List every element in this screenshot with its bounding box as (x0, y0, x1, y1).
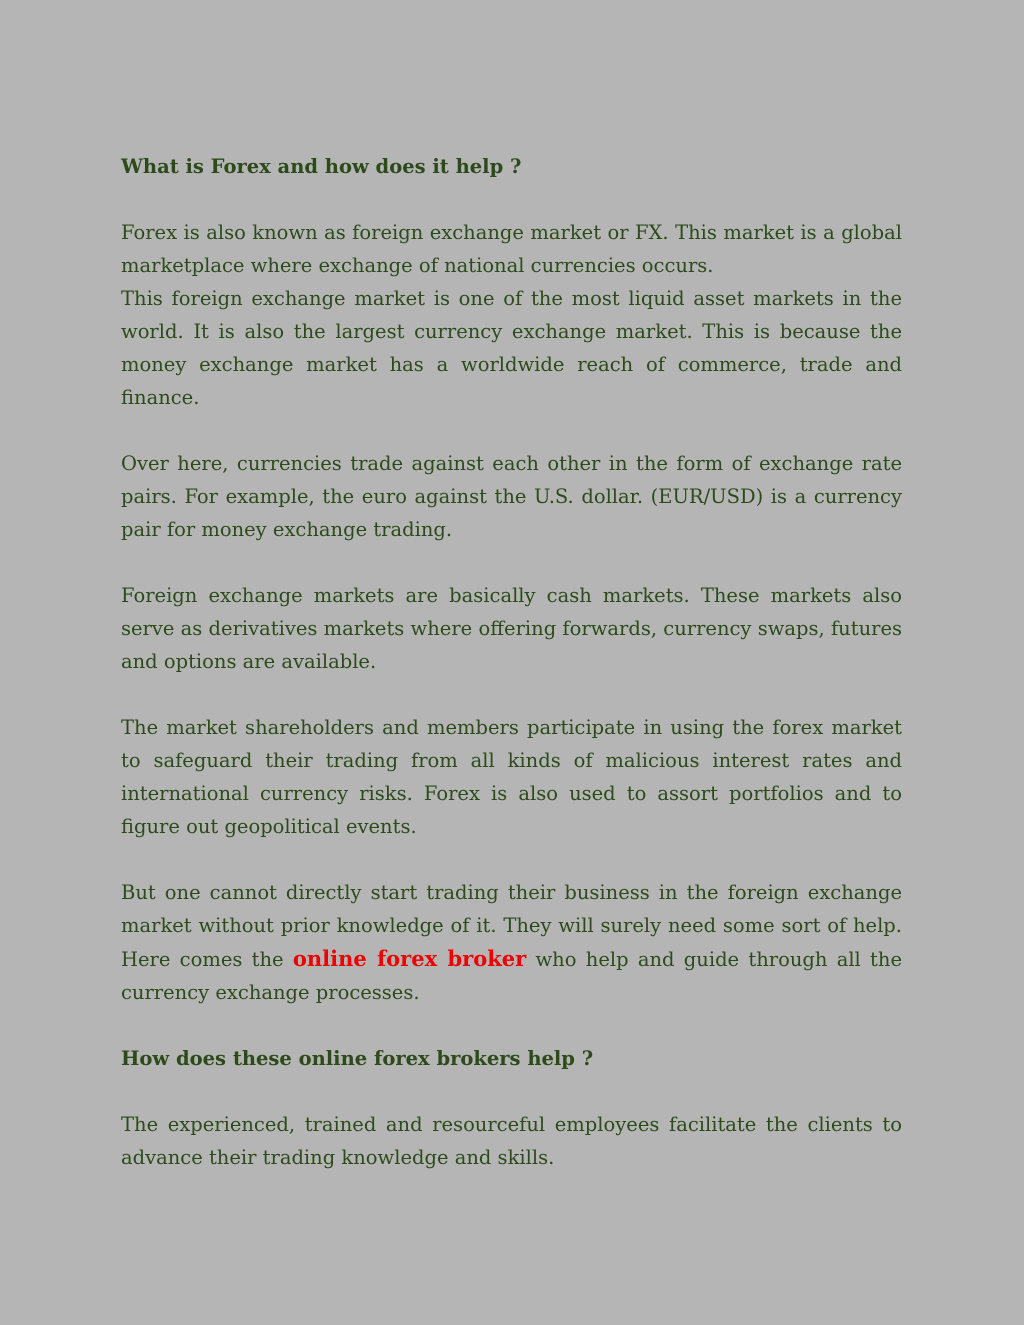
paragraph-liquid-market: This foreign exchange market is one of the most liquid asset markets in the world. It is also the largest currency exchange market. This is because the money exchange market has a worldwide reach of commerce, trade and finance. (121, 287, 902, 409)
spacer (121, 183, 902, 216)
spacer (121, 678, 902, 711)
paragraph-employees: The experienced, trained and resourceful employees facilitate the clients to advance their trading knowledge and skills. (121, 1113, 902, 1169)
paragraph-currency-pairs: Over here, currencies trade against each other in the form of exchange rate pairs. For example, the euro against the U.S. dollar. (EUR/USD) is a currency pair for money exchange trading. (121, 452, 902, 541)
spacer (121, 546, 902, 579)
spacer (121, 1009, 902, 1042)
paragraph-broker-intro (121, 876, 902, 1009)
section-heading-what-is-forex: What is Forex and how does it help ? (121, 155, 522, 178)
online-forex-broker-link[interactable]: online forex broker (292, 946, 527, 971)
paragraph-cash-markets: Foreign exchange markets are basically cash markets. These markets also serve as derivatives markets where offering forwards, currency swaps, futures and options are available. (121, 584, 902, 673)
paragraph-shareholders: The market shareholders and members participate in using the forex market to safeguard their trading from all kinds of malicious interest rates and international currency risks. Forex is also used to assort portfolios and to figure out geopolitical events. (121, 716, 902, 838)
spacer (121, 843, 902, 876)
spacer (121, 1075, 902, 1108)
paragraph-broker-intro-text-after: who help and guide through all the currency exchange processes. (121, 948, 902, 1004)
paragraph-forex-definition: Forex is also known as foreign exchange market or FX. This market is a global marketplace where exchange of national currencies occurs. (121, 221, 902, 277)
document-page (121, 150, 902, 1174)
section-heading-how-brokers-help: How does these online forex brokers help ? (121, 1047, 594, 1070)
spacer (121, 414, 902, 447)
paragraph-broker-intro-text-before: But one cannot directly start trading their business in the foreign exchange market without prior knowledge of it. They will surely need some sort of help. Here comes the (121, 881, 902, 971)
